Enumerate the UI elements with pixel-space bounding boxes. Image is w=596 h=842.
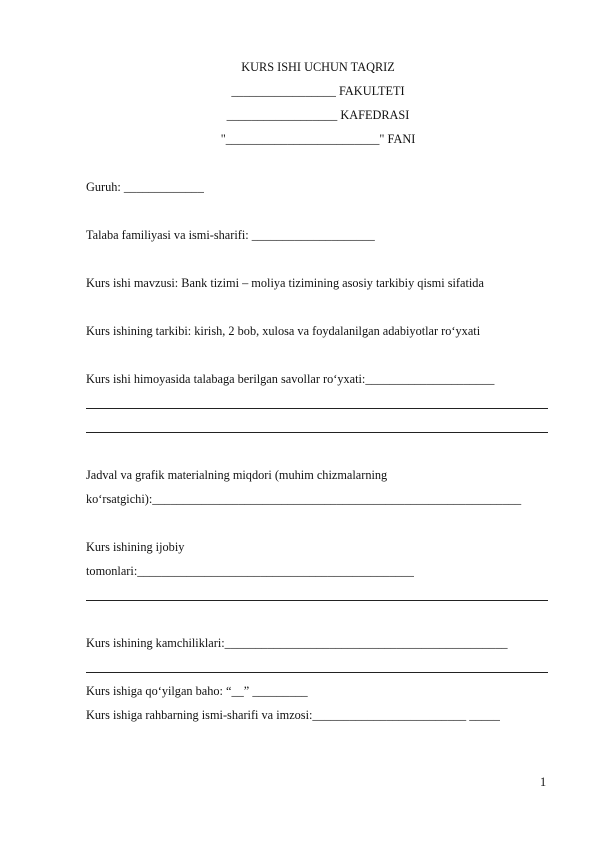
department-line: __________________ KAFEDRASI [226,108,410,122]
document-title: KURS ISHI UCHUN TAQRIZ [241,60,395,74]
blank-rule [86,432,548,433]
blank-rule [86,600,548,601]
group-field: Guruh: _____________ [86,180,204,194]
topic-field: Kurs ishi mavzusi: Bank tizimi – moliya tizimining asosiy tarkibiy qismi sifatida [86,276,484,290]
blank-rule [86,408,548,409]
grade-field: Kurs ishiga qo‘yilgan baho: “__” _________ [86,684,308,698]
faculty-line: _________________ FAKULTETI [231,84,405,98]
subject-line: "_________________________" FANI [220,132,416,146]
supervisor-field: Kurs ishiga rahbarning ismi-sharifi va imzosi:_________________________ _____ [86,708,500,722]
shortcomings-field: Kurs ishining kamchiliklari:______________________________________________ [86,636,508,650]
blank-rule [86,672,548,673]
structure-field: Kurs ishining tarkibi: kirish, 2 bob, xulosa va foydalanilgan adabiyotlar ro‘yxati [86,324,481,338]
student-name-field: Talaba familiyasi va ismi-sharifi: ____________________ [86,228,375,242]
questions-field: Kurs ishi himoyasida talabaga berilgan savollar ro‘yxati:_____________________ [86,372,495,386]
materials-field-line2: ko‘rsatgichi):____________________________________________________________ [86,492,522,506]
materials-field-line1: Jadval va grafik materialning miqdori (muhim chizmalarning [86,468,388,482]
positives-field-line2: tomonlari:_____________________________________________ [86,564,414,578]
page-number: 1 [540,775,547,789]
positives-field-line1: Kurs ishining ijobiy [86,540,185,554]
